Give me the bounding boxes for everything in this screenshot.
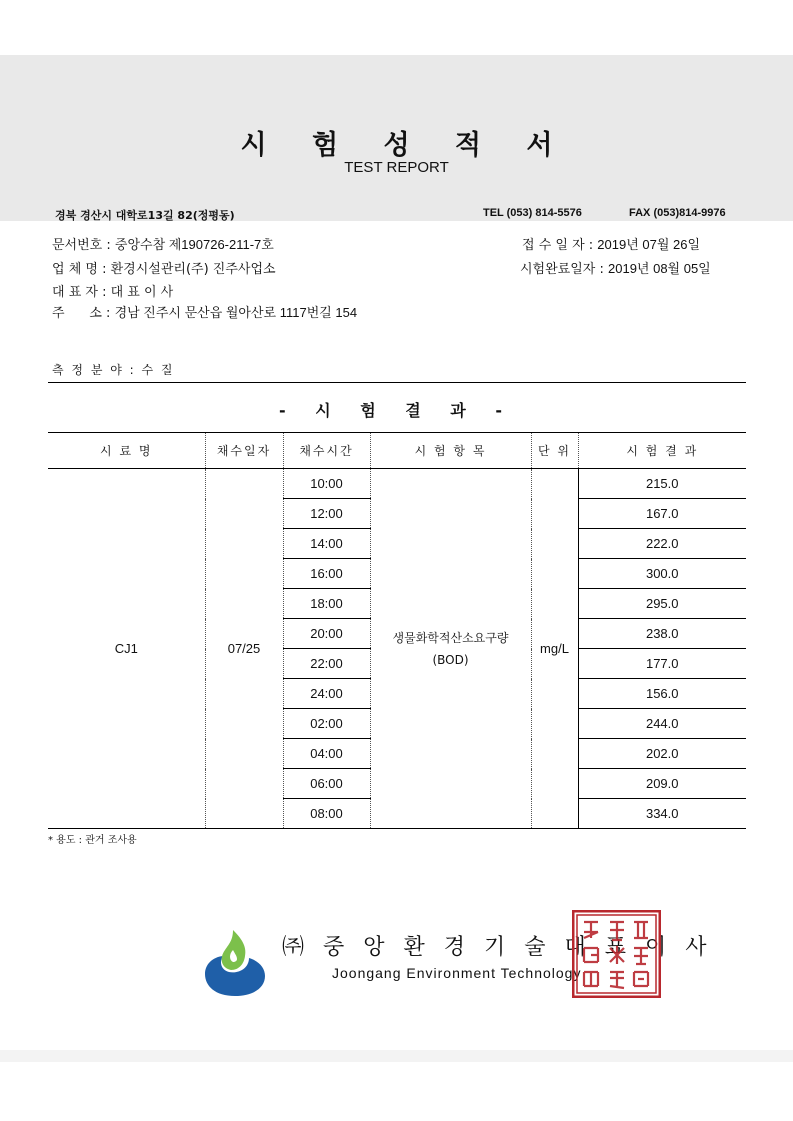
received-date-value: 2019년 07월 26일	[597, 237, 701, 252]
sampling-time-cell: 20:00	[283, 619, 370, 649]
header-unit: 단 위	[531, 433, 578, 469]
result-value-cell: 222.0	[578, 529, 746, 559]
result-value-cell: 295.0	[578, 589, 746, 619]
report-title: 시 험 성 적 서	[240, 130, 571, 161]
result-value-cell: 209.0	[578, 769, 746, 799]
test-item-name: 생물화학적산소요구량	[392, 630, 509, 645]
result-value-cell: 167.0	[578, 499, 746, 529]
sample-name-cell	[48, 469, 205, 829]
sample-name: CJ1	[114, 641, 138, 656]
sampling-time-cell: 24:00	[283, 679, 370, 709]
header-result: 시 험 결 과	[578, 433, 746, 469]
sampling-time-cell: 16:00	[283, 559, 370, 589]
company-name-english: Joongang Environment Technology	[332, 965, 582, 981]
company-name-korean: ㈜ 중 앙 환 경 기 술 대 표 이 사	[282, 935, 713, 960]
sampling-time-cell: 04:00	[283, 739, 370, 769]
table-row	[48, 469, 746, 499]
company-logo-icon	[203, 926, 267, 996]
representative-value: 대 표 이 사	[110, 285, 174, 300]
footer-band	[0, 1050, 793, 1062]
result-value-cell: 215.0	[578, 469, 746, 499]
test-item-cell	[370, 469, 531, 829]
sampling-time-cell: 02:00	[283, 709, 370, 739]
sampling-time-cell: 08:00	[283, 799, 370, 829]
result-value-cell: 300.0	[578, 559, 746, 589]
test-item-code: (BOD)	[432, 652, 469, 667]
results-heading: - 시 험 결 과 -	[279, 401, 514, 420]
company-value: 환경시설관리(주) 진주사업소	[110, 262, 276, 277]
completed-date-label: 시험완료일자 :	[520, 262, 608, 277]
unit-cell	[531, 469, 578, 829]
lab-tel: TEL (053) 814-5576	[483, 207, 582, 219]
result-value-cell: 334.0	[578, 799, 746, 829]
measurement-field: 측 정 분 야 : 수 질	[52, 363, 175, 377]
company-row	[52, 258, 276, 277]
header-sampling-date: 채수일자	[205, 433, 283, 469]
doc-number-row	[52, 234, 274, 253]
doc-number-label: 문서번호 :	[52, 238, 115, 253]
company-label: 업 체 명 :	[52, 262, 111, 277]
sampling-date: 07/25	[227, 641, 261, 656]
unit: mg/L	[540, 641, 569, 656]
lab-address: 경북 경산시 대학로13길 82(정평동)	[55, 209, 235, 222]
client-address-row	[52, 302, 357, 321]
result-value-cell: 238.0	[578, 619, 746, 649]
report-subtitle: TEST REPORT	[344, 159, 449, 176]
client-address-label: 주 소 :	[52, 306, 115, 321]
sampling-time-cell: 18:00	[283, 589, 370, 619]
lab-fax: FAX (053)814-9976	[629, 207, 726, 219]
header-sample-name: 시 료 명	[48, 433, 205, 469]
representative-row	[52, 281, 173, 300]
sampling-time-cell: 06:00	[283, 769, 370, 799]
result-value-cell: 156.0	[578, 679, 746, 709]
completed-date-row	[520, 258, 711, 277]
official-seal-icon	[572, 910, 661, 998]
results-table	[48, 432, 746, 829]
sampling-time-cell: 14:00	[283, 529, 370, 559]
received-date-label: 접 수 일 자 :	[522, 238, 598, 253]
table-header-row	[48, 433, 746, 469]
representative-label: 대 표 자 :	[52, 285, 111, 300]
sampling-time-cell: 22:00	[283, 649, 370, 679]
sampling-date-cell	[205, 469, 283, 829]
header-sampling-time: 채수시간	[283, 433, 370, 469]
sampling-time-cell: 10:00	[283, 469, 370, 499]
sampling-time-cell: 12:00	[283, 499, 370, 529]
client-address-value: 경남 진주시 문산읍 월아산로 1117번길 154	[114, 305, 358, 320]
section-divider	[48, 382, 746, 383]
doc-number-value: 중앙수참 제190726-211-7호	[114, 237, 274, 252]
completed-date-value: 2019년 08월 05일	[608, 261, 711, 276]
header-test-item: 시 험 항 목	[370, 433, 531, 469]
result-value-cell: 244.0	[578, 709, 746, 739]
result-value-cell: 177.0	[578, 649, 746, 679]
received-date-row	[522, 234, 700, 253]
usage-note: * 용도 : 관거 조사용	[48, 835, 137, 846]
result-value-cell: 202.0	[578, 739, 746, 769]
